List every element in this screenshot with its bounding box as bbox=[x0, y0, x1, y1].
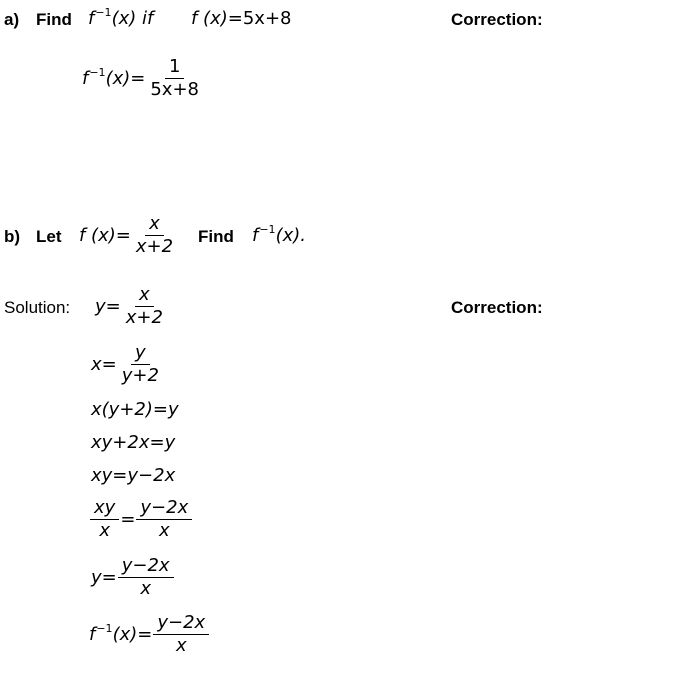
part-b-find-expr bbox=[252, 225, 306, 246]
part-a-label: a) bbox=[4, 10, 20, 29]
step-7-lhs: y= bbox=[91, 567, 117, 588]
solution-step-4 bbox=[91, 432, 175, 453]
part-b-find-word: Find bbox=[198, 227, 234, 246]
step-6-right-fraction bbox=[136, 497, 192, 542]
solution-label: Solution: bbox=[4, 298, 71, 317]
step-2-denominator: y+2 bbox=[121, 365, 159, 386]
step-6-right-numerator: y−2x bbox=[136, 497, 192, 520]
part-b-correction-label: Correction: bbox=[451, 298, 543, 317]
part-a-question-sup: −1 bbox=[95, 6, 112, 19]
solution-step-7 bbox=[91, 555, 175, 600]
part-b-given-lhs: f (x)= bbox=[79, 225, 131, 246]
solution-step-5 bbox=[91, 465, 175, 486]
part-a-given bbox=[191, 8, 291, 29]
step-3-expr: x(y+2)=y bbox=[91, 399, 179, 420]
part-a-answer-func: f bbox=[82, 68, 89, 89]
part-a-correction-label: Correction: bbox=[451, 10, 543, 29]
part-a-question bbox=[88, 8, 153, 29]
part-a-given-rhs: 5x+8 bbox=[242, 8, 292, 29]
step-4-expr: xy+2x=y bbox=[91, 432, 176, 453]
step-8-denominator: x bbox=[175, 635, 187, 656]
part-a-question-if: if bbox=[142, 8, 154, 29]
step-8-arg: (x)= bbox=[112, 624, 153, 645]
part-b-let-word: Let bbox=[36, 227, 62, 246]
part-b-find-arg: (x). bbox=[275, 225, 306, 246]
step-1-fraction bbox=[122, 284, 167, 329]
step-6-equals: = bbox=[120, 509, 136, 530]
part-a-question-arg: (x) bbox=[111, 8, 137, 29]
step-8-func: f bbox=[89, 624, 96, 645]
part-a-answer-denominator: 5x+8 bbox=[150, 79, 199, 100]
part-b-find-sup: −1 bbox=[259, 223, 276, 236]
part-b-given-fraction bbox=[132, 213, 177, 258]
part-b-given-denominator: x+2 bbox=[135, 236, 174, 257]
step-2-fraction bbox=[118, 342, 163, 387]
step-2-numerator: y bbox=[131, 342, 150, 365]
solution-step-2 bbox=[91, 342, 164, 387]
step-1-denominator: x+2 bbox=[125, 307, 163, 328]
part-a-answer-arg: (x)= bbox=[105, 68, 146, 89]
step-8-numerator: y−2x bbox=[153, 612, 209, 635]
step-6-left-fraction bbox=[90, 497, 119, 542]
step-6-left-numerator: xy bbox=[90, 497, 119, 520]
part-b-given-numerator: x bbox=[145, 213, 164, 236]
step-7-denominator: x bbox=[140, 578, 151, 599]
step-8-fraction bbox=[153, 612, 209, 657]
part-a-given-lhs: f (x)= bbox=[191, 8, 243, 29]
solution-step-6 bbox=[89, 497, 193, 542]
part-a-question-func: f bbox=[88, 8, 95, 29]
solution-step-8 bbox=[89, 612, 210, 657]
part-b-given bbox=[79, 213, 178, 258]
part-a-find-word: Find bbox=[36, 10, 72, 29]
part-a-answer-numerator: 1 bbox=[165, 56, 184, 79]
part-b-find-func: f bbox=[252, 225, 259, 246]
solution-step-3 bbox=[91, 399, 179, 420]
step-5-expr: xy=y−2x bbox=[91, 465, 176, 486]
step-1-lhs: y= bbox=[95, 296, 121, 317]
step-1-numerator: x bbox=[135, 284, 154, 307]
part-a-answer-fraction bbox=[146, 56, 203, 101]
step-6-right-denominator: x bbox=[159, 520, 170, 541]
part-a-answer bbox=[82, 56, 204, 101]
step-7-fraction bbox=[118, 555, 174, 600]
solution-step-1 bbox=[95, 284, 168, 329]
part-b-label: b) bbox=[4, 227, 21, 246]
step-6-left-denominator: x bbox=[99, 520, 110, 541]
step-2-lhs: x= bbox=[91, 354, 117, 375]
step-7-numerator: y−2x bbox=[118, 555, 174, 578]
step-8-sup: −1 bbox=[96, 622, 113, 635]
part-a-answer-sup: −1 bbox=[89, 66, 106, 79]
